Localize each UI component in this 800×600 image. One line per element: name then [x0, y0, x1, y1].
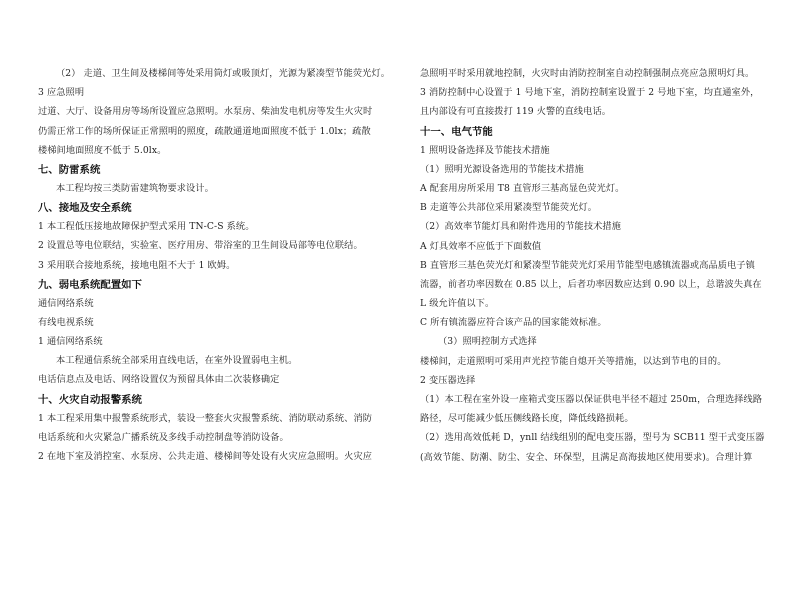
- paragraph-line: 3 应急照明: [38, 87, 85, 99]
- paragraph-line: 电话系统和火灾紧急广播系统及多线手动控制盘等消防设备。: [38, 431, 289, 443]
- paragraph-line: C 所有镇流器应符合该产品的国家能效标准。: [420, 317, 607, 329]
- paragraph-line: 本工程均按三类防雷建筑物要求设计。: [56, 182, 214, 194]
- paragraph-line: A 配套用房所采用 T8 直管形三基高显色荧光灯。: [420, 182, 625, 194]
- paragraph-line: 有线电视系统: [38, 316, 94, 328]
- paragraph-line: 路径，尽可能减少低压侧线路长度，降低线路损耗。: [420, 413, 634, 425]
- paragraph-line: （1）本工程在室外设一座箱式变压器以保证供电半径不超过 250m，合理选择线路: [420, 394, 763, 405]
- paragraph-line: 本工程通信系统全部采用直线电话，在室外设置弱电主机。: [56, 355, 298, 367]
- paragraph-line: 楼梯间，走道照明可采用声光控节能自熄开关等措施，以达到节电的目的。: [420, 355, 727, 367]
- paragraph-line: 2 设置总等电位联结，实验室、医疗用房、带浴室的卫生间设局部等电位联结。: [38, 240, 363, 252]
- paragraph-line: （2）高效率节能灯具和附件选用的节能技术措施: [420, 221, 621, 233]
- paragraph-line: A 灯具效率不应低于下面数值: [420, 240, 542, 252]
- paragraph-line: （2） 走道、卫生间及楼梯间等处采用筒灯或吸顶灯，光源为紧凑型节能荧光灯。: [56, 68, 391, 79]
- section-heading: 九、弱电系统配置如下: [38, 278, 142, 291]
- paragraph-line: 仍需正常工作的场所保证正常照明的照度，疏散通道地面照度不低于 1.0lx；疏散: [38, 125, 371, 137]
- paragraph-line: 3 消防控制中心设置于 1 号地下室，消防控制室设置于 2 号地下室，均直通室外，: [420, 87, 760, 99]
- paragraph-line: （3）照明控制方式选择: [438, 336, 537, 348]
- paragraph-line: 且内部设有可直接拨打 119 火警的直线电话。: [420, 106, 612, 118]
- paragraph-line: 电话信息点及电话、网络设置仅为预留具体由二次装修确定: [38, 374, 280, 386]
- section-heading: 十一、电气节能: [420, 125, 493, 138]
- paragraph-line: 1 本工程低压接地故障保护型式采用 TN-C-S 系统。: [38, 221, 255, 233]
- paragraph-line: B 走道等公共部位采用紧凑型节能荧光灯。: [420, 202, 598, 214]
- paragraph-line: 1 通信网络系统: [38, 336, 103, 348]
- paragraph-line: 2 在地下室及消控室、水泵房、公共走道、楼梯间等处设有火灾应急照明。火灾应: [38, 451, 373, 462]
- paragraph-line: 3 采用联合接地系统，接地电阻不大于 1 欧姆。: [38, 259, 236, 271]
- paragraph-line: 流器，前者功率因数在 0.85 以上，后者功率因数应达到 0.90 以上，总谐波失真在: [420, 278, 762, 290]
- paragraph-line: （2）选用高效低耗 D，ynll 结线组别的配电变压器，型号为 SCB11 型干式变压器: [420, 432, 765, 444]
- paragraph-line: 2 变压器选择: [420, 374, 476, 386]
- paragraph-line: （1）照明光源设备选用的节能技术措施: [420, 163, 584, 175]
- paragraph-line: 1 本工程采用集中报警系统形式，装设一整套火灾报警系统、消防联动系统、消防: [38, 412, 373, 424]
- section-heading: 七、防雷系统: [38, 163, 101, 176]
- paragraph-line: (高效节能、防潮、防尘、安全、环保型，且满足高海拔地区使用要求)。合理计算: [420, 451, 753, 463]
- right-column: [420, 68, 768, 471]
- section-heading: 八、接地及安全系统: [38, 202, 132, 215]
- paragraph-line: B 直管形三基色荧光灯和紧凑型节能荧光灯采用节能型电感镇流器或高品质电子镇: [420, 259, 755, 271]
- paragraph-line: 1 照明设备选择及节能技术措施: [420, 144, 550, 156]
- paragraph-line: 过道、大厅、设备用房等场所设置应急照明。水泵房、柴油发电机房等发生火灾时: [38, 106, 373, 118]
- paragraph-line: 通信网络系统: [38, 297, 94, 309]
- left-column: [38, 68, 391, 470]
- paragraph-line: 急照明平时采用就地控制，火灾时由消防控制室自动控制强制点亮应急照明灯具。: [420, 68, 755, 79]
- section-heading: 十、火灾自动报警系统: [38, 393, 142, 406]
- paragraph-line: 楼梯间地面照度不低于 5.0lx。: [38, 144, 167, 156]
- paragraph-line: L 级允许值以下。: [420, 298, 495, 310]
